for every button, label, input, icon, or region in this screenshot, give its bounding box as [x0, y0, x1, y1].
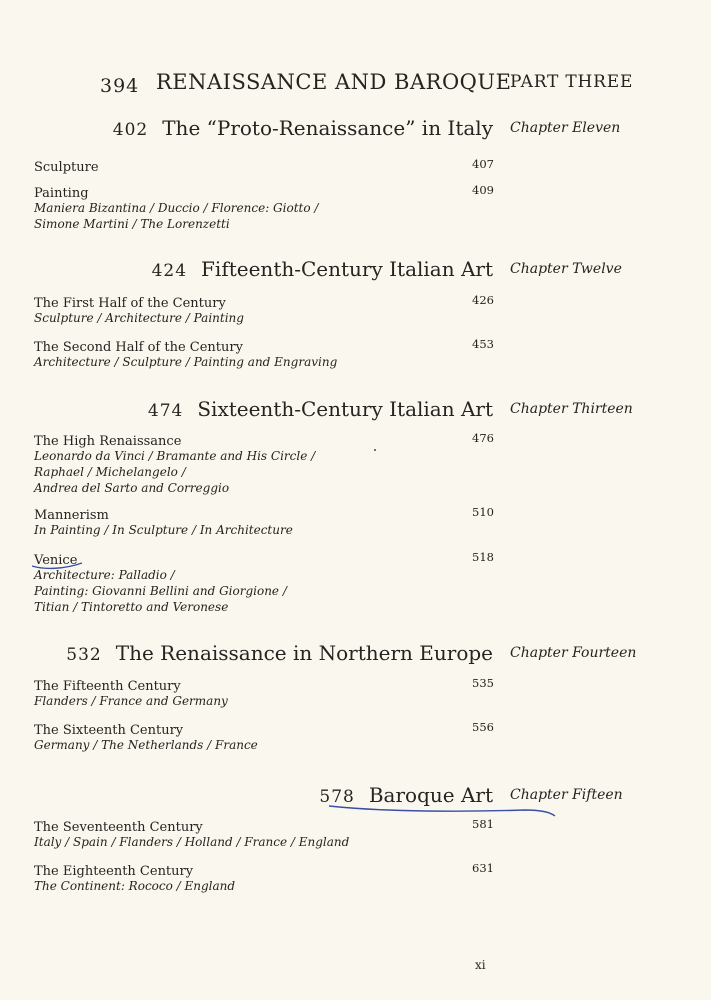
- entry-title: The Second Half of the Century: [34, 340, 243, 355]
- toc-entry: [34, 156, 494, 174]
- entry-page-number: 407: [472, 157, 494, 171]
- chapter-heading: [0, 257, 711, 289]
- entry-title: The Seventeenth Century: [34, 820, 203, 835]
- entry-page-number: 556: [472, 720, 494, 734]
- entry-subtopics: Maniera Bizantina / Duccio / Florence: Giotto /: [34, 201, 319, 215]
- chapter-page-number: 424: [151, 261, 188, 281]
- entry-subtopics: Titian / Tintoretto and Veronese: [34, 600, 229, 614]
- entry-subtopics: In Painting / In Sculpture / In Architecture: [34, 523, 293, 537]
- entry-subtopics: Leonardo da Vinci / Bramante and His Circle /: [34, 449, 316, 463]
- toc-entry: [34, 719, 494, 753]
- entry-page-number: 510: [472, 505, 494, 519]
- page-folio: xi: [475, 958, 486, 972]
- chapter-title: The “Proto-Renaissance” in Italy: [162, 116, 493, 140]
- chapter-page-number: 474: [147, 401, 184, 421]
- chapter-page-number: 532: [66, 645, 102, 665]
- entry-title: The Sixteenth Century: [34, 723, 184, 738]
- part-header: [100, 68, 711, 102]
- chapter-label: Chapter Fourteen: [510, 645, 637, 661]
- part-page-number: 394: [100, 75, 140, 97]
- chapter-title: Baroque Art: [368, 783, 493, 807]
- entry-page-number: 409: [472, 183, 494, 197]
- entry-page-number: 581: [472, 817, 494, 831]
- entry-subtopics: Simone Martini / The Lorenzetti: [34, 217, 230, 231]
- chapter-heading: [0, 116, 711, 148]
- entry-page-number: 631: [472, 861, 494, 875]
- entry-subtopics: The Continent: Rococo / England: [34, 879, 236, 893]
- entry-subtopics: Architecture / Sculpture / Painting and Engraving: [34, 355, 338, 369]
- chapter-page-number: 402: [112, 120, 149, 140]
- entry-page-number: 476: [472, 431, 494, 445]
- entry-subtopics: Raphael / Michelangelo /: [34, 465, 186, 479]
- part-title: RENAISSANCE AND BAROQUE: [156, 70, 512, 94]
- entry-subtopics: Andrea del Sarto and Correggio: [34, 481, 230, 495]
- chapter-label: Chapter Twelve: [510, 261, 622, 277]
- entry-title: Sculpture: [34, 160, 99, 175]
- chapter-heading: [0, 397, 711, 429]
- toc-entry: [34, 816, 494, 850]
- chapter-heading: [0, 783, 711, 815]
- entry-subtopics: Germany / The Netherlands / France: [34, 738, 258, 752]
- entry-page-number: 453: [472, 337, 494, 351]
- toc-entry: [34, 182, 494, 232]
- entry-title: The Fifteenth Century: [34, 679, 181, 694]
- entry-subtopics: Flanders / France and Germany: [34, 694, 228, 708]
- chapter-label: Chapter Fifteen: [510, 787, 623, 803]
- chapter-title: Fifteenth-Century Italian Art: [201, 257, 493, 281]
- chapter-heading: [0, 641, 711, 673]
- entry-title: Painting: [34, 186, 89, 201]
- entry-title: The First Half of the Century: [34, 296, 226, 311]
- toc-entry: [34, 675, 494, 709]
- entry-page-number: 535: [472, 676, 494, 690]
- chapter-label: Chapter Eleven: [510, 120, 621, 136]
- chapter-page-number: 578: [319, 787, 355, 807]
- entry-subtopics: Italy / Spain / Flanders / Holland / France / England: [34, 835, 350, 849]
- entry-title: Venice: [34, 553, 78, 568]
- part-label: PART THREE: [510, 72, 634, 92]
- entry-page-number: 426: [472, 293, 494, 307]
- entry-page-number: 518: [472, 550, 494, 564]
- entry-title: Mannerism: [34, 508, 109, 523]
- toc-entry: [34, 860, 494, 894]
- entry-subtopics: Architecture: Palladio /: [34, 568, 175, 582]
- toc-entry: [34, 430, 494, 496]
- entry-subtopics: Sculpture / Architecture / Painting: [34, 311, 244, 325]
- entry-title: The Eighteenth Century: [34, 864, 194, 879]
- chapter-title: The Renaissance in Northern Europe: [115, 641, 493, 665]
- entry-title: The High Renaissance: [34, 434, 182, 449]
- toc-entry: [34, 292, 494, 326]
- entry-subtopics: Painting: Giovanni Bellini and Giorgione /: [34, 584, 287, 598]
- toc-entry: [34, 504, 494, 538]
- toc-entry: [34, 549, 494, 615]
- toc-entry: [34, 336, 494, 370]
- chapter-title: Sixteenth-Century Italian Art: [197, 397, 493, 421]
- chapter-label: Chapter Thirteen: [510, 401, 633, 417]
